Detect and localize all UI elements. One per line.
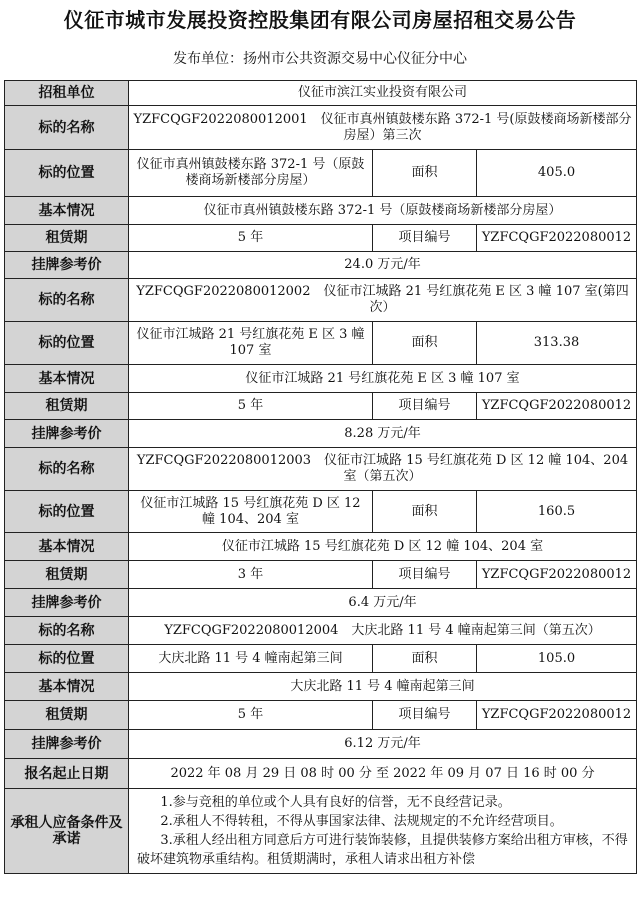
- lot-3-project-no-label: 项目编号: [373, 561, 477, 589]
- condition-item: 2.承租人不得转租，不得从事国家法律、法规规定的不允许经营项目。: [160, 814, 563, 829]
- lessor-label: 招租单位: [5, 81, 129, 106]
- lot-4-project-no-label: 项目编号: [373, 701, 477, 730]
- lot-1-area-label: 面积: [373, 150, 477, 197]
- lot-2-project-no-label: 项目编号: [373, 393, 477, 420]
- lot-3-name-row: [5, 448, 637, 491]
- lot-2-term-value: 5 年: [129, 393, 373, 420]
- lease-table: [4, 80, 637, 874]
- conditions-label: 承租人应备条件及承诺: [5, 789, 129, 874]
- lot-4-area-value: 105.0: [477, 645, 637, 673]
- lot-1-location-row: [5, 150, 637, 197]
- lot-4-basic-row: [5, 673, 637, 701]
- lot-4-name-row: [5, 617, 637, 645]
- lot-2-price-label: 挂牌参考价: [5, 420, 129, 448]
- lot-3-location-row: [5, 491, 637, 533]
- lot-2-name-row: [5, 279, 637, 322]
- lot-3-name-value: YZFCQGF2022080012003 仪征市江城路 15 号红旗花苑 D 区 12 幢 104、204 室（第五次）: [129, 448, 637, 491]
- lot-1-location-value: 仪征市真州镇鼓楼东路 372-1 号（原鼓楼商场新楼部分房屋）: [129, 150, 373, 197]
- lot-3-area-label: 面积: [373, 491, 477, 533]
- lot-2-location-row: [5, 322, 637, 365]
- lessor-value: 仪征市滨江实业投资有限公司: [129, 81, 637, 106]
- condition-item: 3.承租人经出租方同意后方可进行装饰装修，且提供装修方案给出租方审核，不得破坏建筑物承重结构。租赁期满时，承租人请求出租方补偿: [137, 833, 628, 867]
- lot-2-location-label: 标的位置: [5, 322, 129, 365]
- lot-1-basic-row: [5, 197, 637, 225]
- lot-4-name-label: 标的名称: [5, 617, 129, 645]
- lot-4-basic-value: 大庆北路 11 号 4 幢南起第三间: [129, 673, 637, 701]
- lot-3-price-label: 挂牌参考价: [5, 589, 129, 617]
- lot-1-area-value: 405.0: [477, 150, 637, 197]
- lot-1-term-value: 5 年: [129, 225, 373, 252]
- lot-3-basic-row: [5, 533, 637, 561]
- condition-item: 1.参与竞租的单位或个人具有良好的信誉，无不良经营记录。: [160, 795, 511, 810]
- lot-3-term-label: 租赁期: [5, 561, 129, 589]
- lot-4-price-row: [5, 730, 637, 759]
- lot-2-project-no-value: YZFCQGF2022080012: [477, 393, 637, 420]
- lot-2-term-row: [5, 393, 637, 420]
- lot-4-term-label: 租赁期: [5, 701, 129, 730]
- lot-2-location-value: 仪征市江城路 21 号红旗花苑 E 区 3 幢 107 室: [129, 322, 373, 365]
- lot-2-price-value: 8.28 万元/年: [129, 420, 637, 448]
- lot-4-basic-label: 基本情况: [5, 673, 129, 701]
- lot-3-project-no-value: YZFCQGF2022080012: [477, 561, 637, 589]
- lot-4-location-row: [5, 645, 637, 673]
- lot-1-price-row: [5, 252, 637, 279]
- lot-3-name-label: 标的名称: [5, 448, 129, 491]
- registration-row: [5, 759, 637, 789]
- lot-1-term-label: 租赁期: [5, 225, 129, 252]
- lot-1-name-value: YZFCQGF2022080012001 仪征市真州镇鼓楼东路 372-1 号(原鼓楼商场新楼部分房屋）第三次: [129, 106, 637, 150]
- lot-2-basic-row: [5, 365, 637, 393]
- lot-2-name-label: 标的名称: [5, 279, 129, 322]
- lot-4-name-value: YZFCQGF2022080012004 大庆北路 11 号 4 幢南起第三间（第五次）: [129, 617, 637, 645]
- lot-2-area-value: 313.38: [477, 322, 637, 365]
- registration-value: 2022 年 08 月 29 日 08 时 00 分 至 2022 年 09 月 07 日 16 时 00 分: [129, 759, 637, 789]
- lot-2-name-value: YZFCQGF2022080012002 仪征市江城路 21 号红旗花苑 E 区 3 幢 107 室(第四次）: [129, 279, 637, 322]
- lot-4-price-value: 6.12 万元/年: [129, 730, 637, 759]
- lot-4-project-no-value: YZFCQGF2022080012: [477, 701, 637, 730]
- lot-1-project-no-label: 项目编号: [373, 225, 477, 252]
- lot-2-area-label: 面积: [373, 322, 477, 365]
- lot-3-price-row: [5, 589, 637, 617]
- conditions-row: [5, 789, 637, 874]
- lot-4-location-label: 标的位置: [5, 645, 129, 673]
- lot-3-location-label: 标的位置: [5, 491, 129, 533]
- page-title: 仪征市城市发展投资控股集团有限公司房屋招租交易公告: [63, 8, 577, 32]
- lot-2-basic-value: 仪征市江城路 21 号红旗花苑 E 区 3 幢 107 室: [129, 365, 637, 393]
- lot-1-name-row: [5, 106, 637, 150]
- lot-1-name-label: 标的名称: [5, 106, 129, 150]
- conditions-value: [129, 789, 637, 874]
- lot-3-basic-label: 基本情况: [5, 533, 129, 561]
- lot-4-location-value: 大庆北路 11 号 4 幢南起第三间: [129, 645, 373, 673]
- lot-3-location-value: 仪征市江城路 15 号红旗花苑 D 区 12 幢 104、204 室: [129, 491, 373, 533]
- lot-2-term-label: 租赁期: [5, 393, 129, 420]
- lot-1-location-label: 标的位置: [5, 150, 129, 197]
- lot-1-basic-value: 仪征市真州镇鼓楼东路 372-1 号（原鼓楼商场新楼部分房屋）: [129, 197, 637, 225]
- lot-3-term-value: 3 年: [129, 561, 373, 589]
- registration-label: 报名起止日期: [5, 759, 129, 789]
- lot-1-term-row: [5, 225, 637, 252]
- lot-2-basic-label: 基本情况: [5, 365, 129, 393]
- lot-3-term-row: [5, 561, 637, 589]
- lot-4-term-value: 5 年: [129, 701, 373, 730]
- lot-3-price-value: 6.4 万元/年: [129, 589, 637, 617]
- lot-4-area-label: 面积: [373, 645, 477, 673]
- lot-4-price-label: 挂牌参考价: [5, 730, 129, 759]
- lot-3-area-value: 160.5: [477, 491, 637, 533]
- publisher-line: 发布单位：扬州市公共资源交易中心仪征分中心: [173, 51, 467, 67]
- lot-1-price-label: 挂牌参考价: [5, 252, 129, 279]
- lot-1-basic-label: 基本情况: [5, 197, 129, 225]
- lot-1-project-no-value: YZFCQGF2022080012: [477, 225, 637, 252]
- lot-3-basic-value: 仪征市江城路 15 号红旗花苑 D 区 12 幢 104、204 室: [129, 533, 637, 561]
- lot-2-price-row: [5, 420, 637, 448]
- lot-4-term-row: [5, 701, 637, 730]
- lot-1-price-value: 24.0 万元/年: [129, 252, 637, 279]
- lessor-row: [5, 81, 637, 106]
